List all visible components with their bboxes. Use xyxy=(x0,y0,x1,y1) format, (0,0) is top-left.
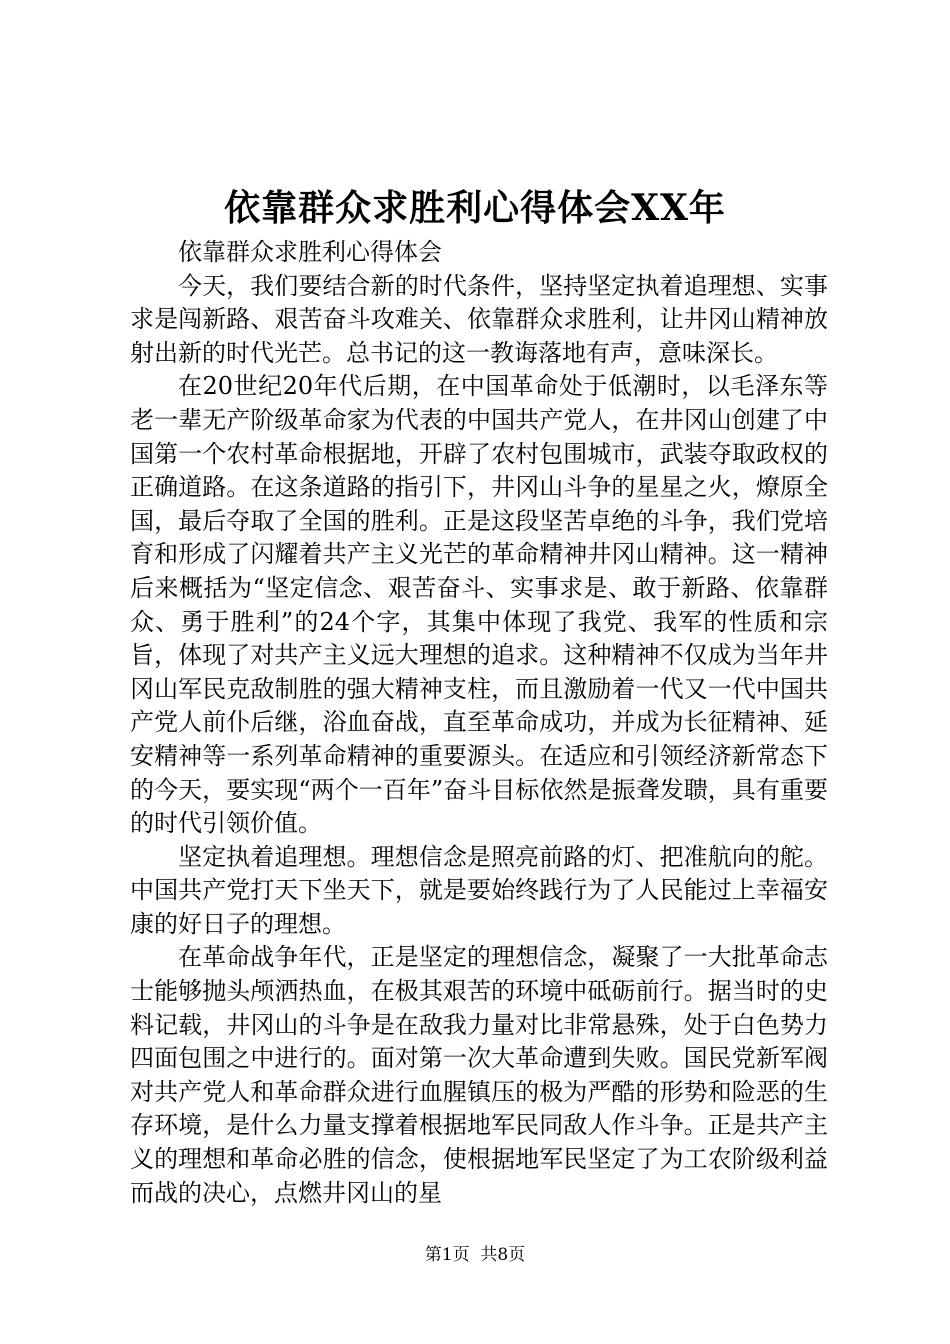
document-title: 依靠群众求胜利心得体会XX年 xyxy=(224,187,726,229)
page-total: 共8页 xyxy=(480,1245,526,1265)
subtitle-paragraph: 依靠群众求胜利心得体会 xyxy=(178,238,442,266)
paragraph: 在20世纪20年代后期，在中国革命处于低潮时，以毛泽东等老一辈无产阶级革命家为代表的中国共产党人，在井冈山创建了中国第一个农村革命根据地，开辟了农村包围城市，武装夺取政权的正确道路。在这条道路的指引下，井冈山斗争的星星之火，燎原全国，最后夺取了全国的胜利。正是这段坚苦卓绝的斗争，我们党培育和形成了闪耀着共产主义光芒的革命精神井冈山精神。这一精神后来概括为“坚定信念、艰苦奋斗、实事求是、敢于新路、依靠群众、勇于胜利”的24个字，其集中体现了我党、我军的性质和宗旨，体现了对共产主义远大理想的追求。这种精神不仅成为当年井冈山军民克敌制胜的强大精神支柱，而且激励着一代又一代中国共产党人前仆后继，浴血奋战，直至革命成功，并成为长征精神、延安精神等一系列革命精神的重要源头。在适应和引领经济新常态下的今天，要实现“两个一百年”奋斗目标依然是振聋发聩，具有重要的时代引领价值。 xyxy=(130,372,828,838)
page-number: 第1页 xyxy=(424,1245,470,1265)
page-footer xyxy=(0,1244,950,1266)
paragraph: 坚定执着追理想。理想信念是照亮前路的灯、把准航向的舵。中国共产党打天下坐天下，就是要始终践行为了人民能过上幸福安康的好日子的理想。 xyxy=(130,842,828,938)
paragraph: 在革命战争年代，正是坚定的理想信念，凝聚了一大批革命志士能够抛头颅洒热血，在极其艰苦的环境中砥砺前行。据当时的史料记载，井冈山的斗争是在敌我力量对比非常悬殊，处于白色势力四面包围之中进行的。面对第一次大革命遭到失败。国民党新军阀对共产党人和革命群众进行血腥镇压的极为严酷的形势和险恶的生存环境，是什么力量支撑着根据地军民同敌人作斗争。正是共产主义的理想和革命必胜的信念，使根据地军民坚定了为工农阶级利益而战的决心，点燃井冈山的星 xyxy=(130,943,828,1207)
document-body xyxy=(130,236,828,1210)
paragraph: 今天，我们要结合新的时代条件，坚持坚定执着追理想、实事求是闯新路、艰苦奋斗攻难关、依靠群众求胜利，让井冈山精神放射出新的时代光芒。总书记的这一教诲落地有声，意味深长。 xyxy=(130,271,828,367)
footer-separator xyxy=(470,1245,481,1265)
